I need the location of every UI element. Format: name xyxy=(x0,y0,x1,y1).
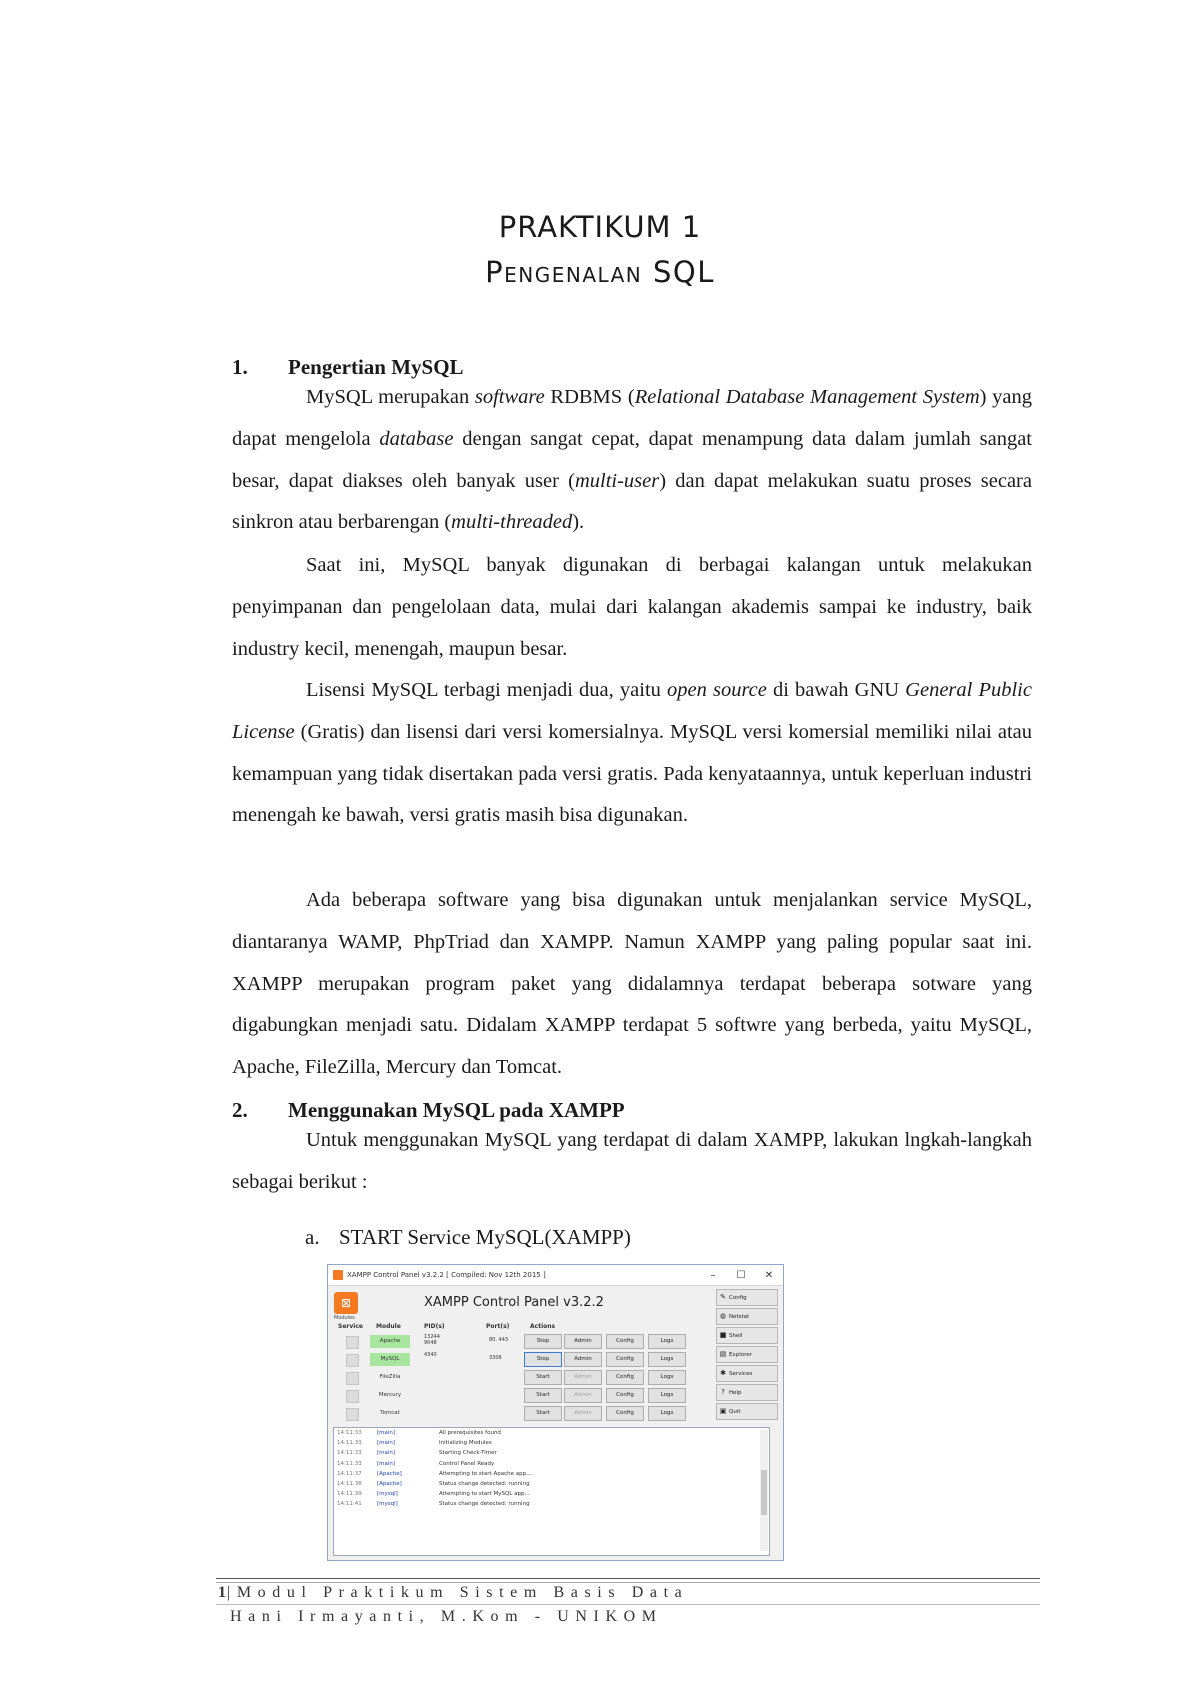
log-module: [main] xyxy=(377,1430,396,1436)
log-message: Starting Check-Timer xyxy=(439,1450,497,1457)
side-services-button[interactable] xyxy=(716,1365,778,1382)
service-checkbox[interactable] xyxy=(346,1336,359,1349)
module-name: Apache xyxy=(370,1335,410,1348)
service-checkbox[interactable] xyxy=(346,1354,359,1367)
config-button[interactable]: Config xyxy=(606,1352,644,1367)
xampp-titlebar xyxy=(328,1265,783,1286)
log-message: All prerequisites found xyxy=(439,1430,501,1436)
module-row xyxy=(334,1333,704,1351)
module-name: MySQL xyxy=(370,1353,410,1366)
logs-button[interactable]: Logs xyxy=(648,1334,686,1349)
paragraph-mysql-license xyxy=(232,670,1032,837)
xampp-header xyxy=(334,1292,704,1320)
step-a xyxy=(305,1225,631,1250)
col-pid: PID(s) xyxy=(424,1323,445,1330)
log-message: Attempting to start Apache app... xyxy=(439,1470,532,1477)
module-row xyxy=(334,1369,704,1387)
admin-button[interactable]: Admin xyxy=(564,1406,602,1421)
log-line xyxy=(334,1489,769,1499)
log-scrollbar xyxy=(760,1430,768,1551)
log-line xyxy=(334,1428,769,1438)
log-module: [main] xyxy=(377,1440,396,1447)
text-run: dengan sangat cepat, dapat menampung data dalam jumlah sangat besar, dapat diakses oleh banyak user ( xyxy=(232,427,1032,492)
col-port: Port(s) xyxy=(486,1323,510,1330)
text-run: (Gratis) dan lisensi dari versi komersialnya. MySQL versi komersial memiliki nilai atau kemampuan yang tidak disertakan pada versi gratis. Pada kenyataannya, untuk keperluan industri menengah ke bawah, versi gratis masih bisa digunakan. xyxy=(232,720,1032,827)
admin-button[interactable]: Admin xyxy=(564,1370,602,1385)
module-port: 3306 xyxy=(489,1355,502,1361)
module-port: 80, 443 xyxy=(489,1337,509,1343)
logs-button[interactable]: Logs xyxy=(648,1406,686,1421)
log-module: [mysql] xyxy=(377,1501,398,1508)
text-run: ) dan dapat melakukan suatu proses secara sinkron atau berbarengan ( xyxy=(232,469,1032,534)
italic-term: General Public License xyxy=(232,679,1032,743)
italic-term: software xyxy=(474,386,545,408)
section-1-number: 1. xyxy=(232,355,248,379)
side-button-label: Help xyxy=(729,1390,742,1396)
side-help-button[interactable] xyxy=(716,1384,778,1401)
italic-term: database xyxy=(379,427,454,450)
section-2-title: Menggunakan MySQL pada XAMPP xyxy=(288,1098,625,1122)
side-quit-button[interactable] xyxy=(716,1403,778,1420)
log-time: 14:11:37 xyxy=(337,1470,362,1477)
service-checkbox[interactable] xyxy=(346,1408,359,1421)
section-2-number: 2. xyxy=(232,1098,248,1122)
service-checkbox[interactable] xyxy=(346,1390,359,1403)
start-button[interactable]: Start xyxy=(524,1388,562,1403)
module-name: Tomcat xyxy=(380,1410,400,1416)
side-button-label: Explorer xyxy=(729,1352,752,1358)
log-time: 14:11:33 xyxy=(337,1450,362,1457)
paragraph-mysql-usage xyxy=(232,545,1032,670)
paragraph-mysql-definition xyxy=(232,377,1032,544)
explorer-icon: ▤ xyxy=(719,1350,727,1358)
side-explorer-button[interactable] xyxy=(716,1346,778,1363)
admin-button[interactable]: Admin xyxy=(564,1352,602,1367)
xampp-control-panel-screenshot xyxy=(327,1264,784,1561)
module-name: FileZilla xyxy=(379,1374,401,1380)
log-time: 14:11:33 xyxy=(337,1440,362,1447)
log-line xyxy=(334,1499,769,1509)
text-run: Saat ini, MySQL banyak digunakan di berbagai kalangan untuk melakukan penyimpanan dan pengelolaan data, mulai dari kalangan akademis sampai ke industry, baik industry kecil, menengah, maupun besar. xyxy=(232,554,1032,660)
xampp-header-title: XAMPP Control Panel v3.2.2 xyxy=(424,1295,604,1310)
start-button[interactable]: Start xyxy=(524,1406,562,1421)
step-a-text: START Service MySQL(XAMPP) xyxy=(339,1225,631,1249)
logs-button[interactable]: Logs xyxy=(648,1370,686,1385)
shell-icon: ■ xyxy=(719,1331,727,1339)
log-time: 14:11:38 xyxy=(337,1480,362,1487)
text-run: RDBMS ( xyxy=(544,386,635,408)
log-time: 14:11:33 xyxy=(337,1430,362,1436)
start-button[interactable]: Start xyxy=(524,1370,562,1385)
log-line xyxy=(334,1479,769,1489)
log-line xyxy=(334,1448,769,1458)
col-actions: Actions xyxy=(530,1323,556,1330)
text-run: Lisensi MySQL terbagi menjadi dua, yaitu xyxy=(306,679,667,701)
config-button[interactable]: Config xyxy=(606,1406,644,1421)
module-pid: 13244 9048 xyxy=(424,1334,440,1346)
admin-button[interactable]: Admin xyxy=(564,1388,602,1403)
log-line xyxy=(334,1438,769,1448)
xampp-logo-icon xyxy=(333,1270,343,1280)
quit-icon: ▣ xyxy=(719,1407,727,1415)
config-button[interactable]: Config xyxy=(606,1388,644,1403)
module-name: Mercury xyxy=(378,1392,402,1398)
xampp-big-logo-icon: ⊠ xyxy=(334,1292,358,1314)
log-time: 14:11:41 xyxy=(337,1501,362,1508)
text-run: di bawah GNU xyxy=(766,679,906,701)
italic-term: multi-threaded xyxy=(451,511,573,534)
col-module: Module xyxy=(376,1323,401,1330)
xampp-log-panel xyxy=(333,1427,770,1556)
col-service: Service xyxy=(338,1323,363,1330)
log-module: [main] xyxy=(377,1460,396,1467)
text-run: ). xyxy=(572,511,585,534)
side-button-label: Quit xyxy=(729,1409,741,1415)
log-line xyxy=(334,1469,769,1479)
maximize-icon: ☐ xyxy=(736,1269,746,1281)
minimize-icon: – xyxy=(710,1269,716,1281)
side-button-label: Services xyxy=(729,1371,753,1377)
text-run: Ada beberapa software yang bisa digunakan untuk menjalankan service MySQL, diantaranya WAMP, PhpTriad dan XAMPP. Namun XAMPP yang paling popular saat ini. XAMPP merupakan program paket yang didalamnya terdapat beberapa sotware yang digabungkan menjadi satu. Didalam XAMPP terdapat 5 softwre yang berbeda, yaitu MySQL, Apache, FileZilla, Mercury dan Tomcat. xyxy=(232,889,1032,1079)
side-config-button[interactable] xyxy=(716,1289,778,1306)
italic-term: multi-user xyxy=(574,469,660,492)
log-message: Attempting to start MySQL app... xyxy=(439,1491,530,1498)
text-run: ) yang dapat mengelola xyxy=(232,386,1033,450)
italic-term: Relational Database Management System xyxy=(634,386,980,408)
netstat-icon: ◍ xyxy=(719,1312,727,1320)
config-button[interactable]: Config xyxy=(606,1334,644,1349)
stop-button[interactable]: Stop xyxy=(524,1352,562,1367)
services-icon: ✱ xyxy=(720,1369,726,1377)
log-module: [mysql] xyxy=(377,1491,398,1498)
log-line xyxy=(334,1459,769,1469)
help-icon: ? xyxy=(721,1388,725,1396)
stop-button[interactable]: Stop xyxy=(524,1334,562,1349)
side-shell-button[interactable] xyxy=(716,1327,778,1344)
step-a-letter: a. xyxy=(305,1225,320,1249)
side-button-label: Config xyxy=(729,1295,747,1301)
log-time: 14:11:33 xyxy=(337,1460,362,1467)
section-1-title: Pengertian MySQL xyxy=(288,355,464,379)
modules-label: Modules xyxy=(334,1315,355,1321)
log-module: [main] xyxy=(377,1450,396,1457)
config-button[interactable]: Config xyxy=(606,1370,644,1385)
log-time: 14:11:39 xyxy=(337,1491,362,1498)
log-module: [Apache] xyxy=(377,1480,402,1487)
footer-course xyxy=(218,1584,688,1602)
module-pid: 4340 xyxy=(424,1352,437,1358)
page-title: PRAKTIKUM 1 xyxy=(498,210,702,244)
italic-term: open source xyxy=(667,679,767,701)
log-message: Initializing Modules xyxy=(439,1440,492,1447)
logs-button[interactable]: Logs xyxy=(648,1388,686,1403)
paragraph-mysql-software xyxy=(232,880,1032,1089)
side-button-label: Shell xyxy=(729,1333,743,1339)
footer-author: Hani Irmayanti, M.Kom - UNIKOM xyxy=(230,1608,663,1625)
side-netstat-button[interactable] xyxy=(716,1308,778,1325)
log-message: Control Panel Ready xyxy=(439,1460,495,1467)
side-button-label: Netstat xyxy=(729,1314,750,1320)
logs-button[interactable]: Logs xyxy=(648,1352,686,1367)
module-row xyxy=(334,1387,704,1405)
config-icon: ✎ xyxy=(720,1293,726,1301)
log-message: Status change detected: running xyxy=(439,1501,530,1508)
xampp-window-title: XAMPP Control Panel v3.2.2 [ Compiled: Nov 12th 2015 ] xyxy=(347,1271,546,1279)
log-module: [Apache] xyxy=(377,1470,402,1477)
paragraph-xampp-steps xyxy=(232,1120,1032,1204)
close-icon: ✕ xyxy=(764,1269,774,1281)
service-checkbox[interactable] xyxy=(346,1372,359,1385)
text-run: MySQL merupakan xyxy=(306,386,475,408)
footer-separator: | xyxy=(227,1584,237,1601)
admin-button[interactable]: Admin xyxy=(564,1334,602,1349)
log-message: Status change detected: running xyxy=(439,1480,530,1487)
page-subtitle: Pengenalan SQL xyxy=(485,255,715,289)
module-row xyxy=(334,1351,704,1369)
text-run: Untuk menggunakan MySQL yang terdapat di dalam XAMPP, lakukan lngkah-langkah sebagai berikut : xyxy=(232,1129,1032,1193)
page-number: 1 xyxy=(218,1584,227,1601)
footer-course-title: Modul Praktikum Sistem Basis Data xyxy=(236,1584,689,1601)
module-row xyxy=(334,1405,704,1423)
